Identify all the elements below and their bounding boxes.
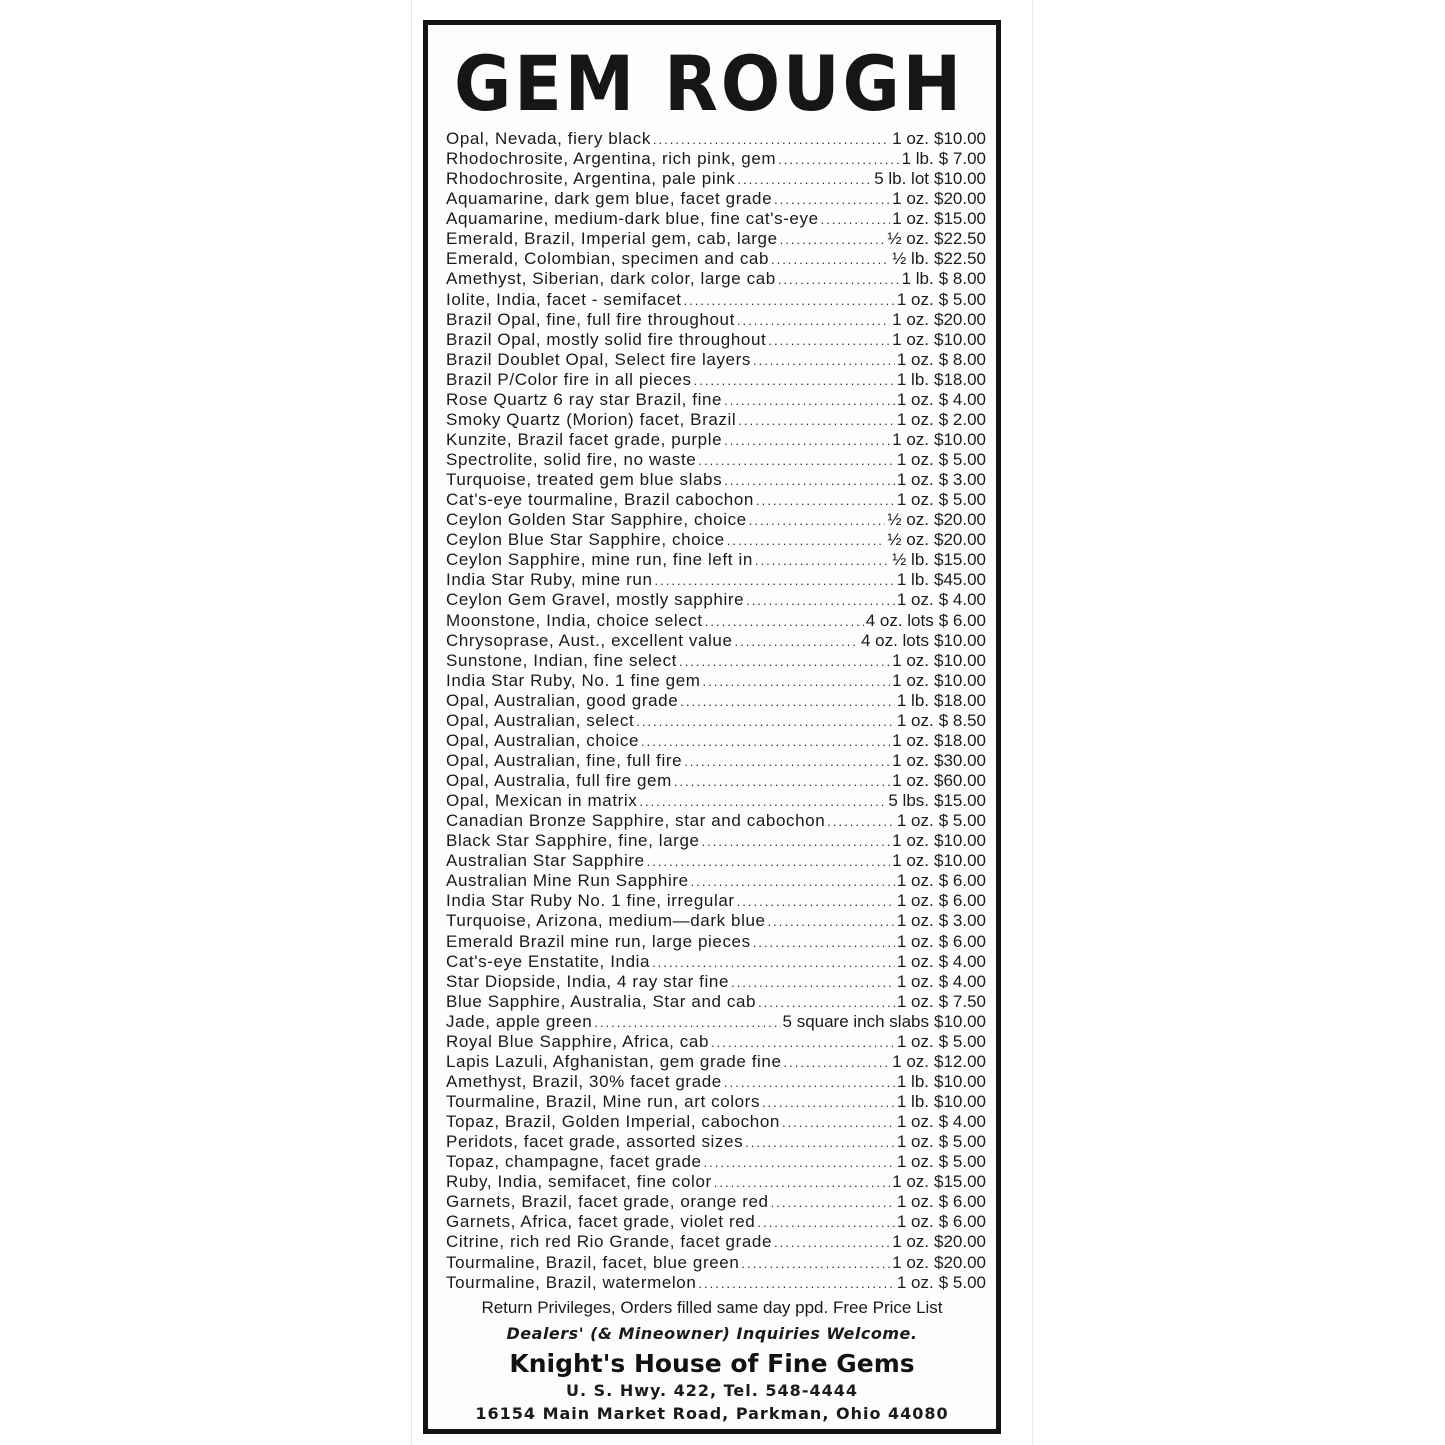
item-quantity: 1 oz.	[896, 450, 934, 469]
item-name: Australian Mine Run Sapphire	[446, 871, 689, 891]
dot-leader	[724, 471, 895, 490]
dot-leader	[768, 331, 890, 350]
dot-leader	[702, 832, 891, 851]
item-price: $ 4.00	[938, 1112, 986, 1132]
dot-leader	[784, 1053, 891, 1072]
item-name: Opal, Australian, choice	[446, 730, 639, 750]
item-price: $ 8.50	[938, 710, 986, 730]
item-quantity: 1 oz.	[896, 1112, 934, 1132]
item-quantity: 1 oz.	[896, 470, 934, 490]
item-quantity: 1 oz.	[896, 289, 934, 309]
item-quantity: ½ oz.	[887, 530, 929, 550]
item-quantity: 1 lb.	[896, 690, 929, 710]
price-list-item	[446, 1192, 986, 1212]
item-price: $10.00	[934, 650, 986, 670]
item-quantity: 1 oz.	[892, 650, 929, 670]
item-quantity: 1 lb.	[901, 269, 934, 289]
item-quantity: 1 lb.	[896, 570, 929, 590]
item-quantity: 5 lb. lot	[874, 169, 929, 189]
item-price: $ 5.00	[938, 1152, 986, 1172]
address-line-2: 16154 Main Market Road, Parkman, Ohio 44080	[475, 1404, 949, 1423]
price-list-item	[446, 992, 986, 1012]
price-list-item	[446, 1032, 986, 1052]
item-name: Turquoise, Arizona, medium—dark blue	[446, 911, 766, 931]
dot-leader	[684, 291, 895, 310]
price-list-item	[446, 129, 986, 149]
item-name: Garnets, Brazil, facet grade, orange red	[446, 1192, 769, 1212]
item-name: Turquoise, treated gem blue slabs	[446, 470, 723, 490]
item-quantity: 1 oz.	[896, 409, 934, 429]
item-price: $ 6.00	[938, 891, 986, 911]
price-list-item	[446, 470, 986, 490]
price-list-item	[446, 370, 986, 390]
dot-leader	[680, 692, 895, 711]
item-name: Brazil Opal, mostly solid fire throughout	[446, 329, 767, 349]
item-price: $10.00	[934, 670, 986, 690]
dot-leader	[778, 270, 900, 289]
item-price: $ 5.00	[938, 490, 986, 510]
item-price: $ 6.00	[938, 871, 986, 891]
price-list-item	[446, 751, 986, 771]
dot-leader	[731, 973, 895, 992]
item-price: $ 4.00	[938, 389, 986, 409]
dot-leader	[674, 772, 890, 791]
dot-leader	[724, 1073, 895, 1092]
dot-leader	[655, 571, 895, 590]
item-price: $ 3.00	[938, 470, 986, 490]
item-quantity: 1 lb.	[901, 149, 934, 169]
price-list-item	[446, 611, 986, 631]
price-list-item	[446, 891, 986, 911]
dot-leader	[762, 1093, 895, 1112]
business-name: Knight's House of Fine Gems	[509, 1349, 915, 1378]
price-list-item	[446, 149, 986, 169]
item-price: $30.00	[934, 750, 986, 770]
price-list-item	[446, 1273, 986, 1293]
item-price: $20.00	[934, 530, 986, 550]
price-list-item	[446, 1112, 986, 1132]
dot-leader	[636, 712, 895, 731]
item-name: India Star Ruby No. 1 fine, irregular	[446, 891, 735, 911]
item-quantity: 1 lb.	[896, 1092, 929, 1111]
item-quantity: 1 oz.	[892, 1232, 929, 1252]
item-quantity: 1 oz.	[892, 129, 929, 148]
item-quantity: 1 lb.	[896, 1071, 929, 1091]
price-list-item	[446, 269, 986, 289]
dot-leader	[757, 1213, 895, 1232]
item-quantity: 5 lbs.	[888, 791, 929, 811]
dot-leader	[647, 852, 890, 871]
dot-leader	[727, 531, 886, 550]
dot-leader	[714, 1173, 890, 1192]
item-quantity: 1 oz.	[896, 931, 934, 951]
item-price: $22.50	[934, 249, 986, 269]
dot-leader	[755, 551, 890, 570]
item-name: Brazil Doublet Opal, Select fire layers	[446, 349, 751, 369]
price-list-item	[446, 831, 986, 851]
dot-leader	[724, 391, 895, 410]
price-list-item	[446, 671, 986, 691]
item-quantity: 1 oz.	[892, 189, 929, 209]
item-price: $10.00	[934, 329, 986, 349]
dot-leader	[821, 210, 890, 229]
item-name: Smoky Quartz (Morion) facet, Brazil	[446, 409, 737, 429]
item-name: Iolite, India, facet - semifacet	[446, 289, 682, 309]
price-list-item	[446, 330, 986, 350]
price-list-item	[446, 249, 986, 269]
item-price: $ 4.00	[938, 971, 986, 991]
item-name: India Star Ruby, mine run	[446, 570, 653, 590]
item-quantity: 1 oz.	[892, 1051, 929, 1071]
item-price: $20.00	[934, 1252, 986, 1272]
item-quantity: 1 oz.	[896, 1272, 934, 1292]
inquiries-text: Dealers' (& Mineowner) Inquiries Welcome.	[506, 1324, 918, 1343]
dot-leader	[684, 752, 890, 771]
dot-leader	[774, 1233, 890, 1252]
item-name: Star Diopside, India, 4 ray star fine	[446, 971, 729, 991]
price-list-item	[446, 350, 986, 370]
item-name: Rhodochrosite, Argentina, rich pink, gem	[446, 149, 777, 169]
item-quantity: 4 oz. lots	[865, 610, 934, 630]
price-list-item	[446, 771, 986, 791]
price-list	[446, 129, 986, 1293]
item-quantity: 1 oz.	[896, 811, 934, 831]
dot-leader	[758, 993, 895, 1012]
price-list-item	[446, 731, 986, 751]
item-name: Emerald, Colombian, specimen and cab	[446, 249, 770, 269]
item-quantity: 1 oz.	[896, 1152, 934, 1172]
item-name: Rhodochrosite, Argentina, pale pink	[446, 169, 736, 189]
item-name: Aquamarine, dark gem blue, facet grade	[446, 189, 773, 209]
item-price: $10.00	[934, 1011, 986, 1031]
item-name: Tourmaline, Brazil, Mine run, art colors	[446, 1092, 761, 1111]
item-quantity: 1 oz.	[896, 389, 934, 409]
item-price: $20.00	[934, 309, 986, 329]
item-name: Aquamarine, medium-dark blue, fine cat's-eye	[446, 209, 819, 229]
price-list-item	[446, 1072, 986, 1092]
dot-leader	[780, 230, 886, 249]
item-name: Opal, Nevada, fiery black	[446, 129, 651, 148]
item-name: Ceylon Sapphire, mine run, fine left in	[446, 550, 753, 570]
price-list-item	[446, 811, 986, 831]
dot-leader	[711, 1033, 895, 1052]
item-name: Australian Star Sapphire	[446, 851, 645, 871]
item-name: Opal, Australian, select	[446, 710, 635, 730]
item-price: $ 6.00	[938, 931, 986, 951]
item-quantity: 1 lb.	[896, 369, 929, 389]
dot-leader	[827, 812, 895, 831]
item-quantity: 1 oz.	[892, 1172, 929, 1192]
price-list-item	[446, 1092, 986, 1112]
price-list-item	[446, 691, 986, 711]
price-list-item	[446, 1152, 986, 1172]
price-list-item	[446, 209, 986, 229]
item-name: Topaz, Brazil, Golden Imperial, cabochon	[446, 1112, 780, 1132]
item-price: $ 6.00	[938, 1212, 986, 1232]
item-price: $45.00	[934, 570, 986, 590]
policy-text: Return Privileges, Orders filled same day ppd. Free Price List	[481, 1298, 943, 1317]
item-name: Canadian Bronze Sapphire, star and cabochon	[446, 811, 826, 831]
dot-leader	[694, 371, 895, 390]
dot-leader	[782, 1113, 895, 1132]
item-price: $ 4.00	[938, 590, 986, 610]
item-name: Garnets, Africa, facet grade, violet red	[446, 1212, 756, 1232]
dot-leader	[741, 1254, 890, 1273]
price-list-item	[446, 1232, 986, 1252]
price-list-item	[446, 590, 986, 610]
item-name: Tourmaline, Brazil, facet, blue green	[446, 1252, 740, 1272]
price-list-item	[446, 1212, 986, 1232]
dot-leader	[756, 491, 895, 510]
item-quantity: ½ lb.	[892, 249, 929, 269]
item-quantity: ½ oz.	[887, 510, 929, 530]
item-price: $10.00	[934, 831, 986, 851]
advertisement-frame	[423, 20, 1001, 1434]
item-name: Citrine, rich red Rio Grande, facet grade	[446, 1232, 773, 1252]
item-price: $15.00	[934, 550, 986, 570]
dot-leader	[745, 1133, 895, 1152]
item-price: $15.00	[934, 1172, 986, 1192]
dot-leader	[639, 792, 886, 811]
item-quantity: 4 oz. lots	[860, 630, 929, 650]
item-name: Opal, Mexican in matrix	[446, 791, 638, 811]
price-list-item	[446, 1172, 986, 1192]
item-name: Amethyst, Brazil, 30% facet grade	[446, 1071, 722, 1091]
item-quantity: 1 oz.	[892, 851, 929, 871]
price-list-item	[446, 791, 986, 811]
price-list-item	[446, 1012, 986, 1032]
dot-leader	[691, 872, 895, 891]
item-name: Opal, Australian, good grade	[446, 690, 679, 710]
item-quantity: 1 oz.	[896, 1212, 934, 1232]
item-quantity: 1 oz.	[892, 309, 929, 329]
price-list-item	[446, 430, 986, 450]
dot-leader	[746, 591, 895, 610]
item-quantity: 1 oz.	[892, 209, 929, 229]
item-price: $ 6.00	[938, 610, 986, 630]
item-price: $20.00	[934, 1232, 986, 1252]
price-list-item	[446, 169, 986, 189]
price-list-item	[446, 1052, 986, 1072]
item-quantity: 1 oz.	[892, 670, 929, 690]
price-list-item	[446, 310, 986, 330]
item-name: Emerald Brazil mine run, large pieces	[446, 931, 751, 951]
price-list-item	[446, 490, 986, 510]
dot-leader	[778, 150, 899, 169]
price-list-item	[446, 189, 986, 209]
item-quantity: 1 oz.	[892, 329, 929, 349]
item-price: $15.00	[934, 209, 986, 229]
dot-leader	[771, 1193, 895, 1212]
item-quantity: 1 oz.	[892, 831, 929, 851]
item-quantity: 1 oz.	[896, 991, 934, 1011]
item-price: $ 5.00	[938, 1031, 986, 1051]
item-name: Brazil Opal, fine, full fire throughout	[446, 309, 735, 329]
dot-leader	[679, 652, 890, 671]
item-name: Topaz, champagne, facet grade	[446, 1152, 702, 1172]
dot-leader	[641, 732, 890, 751]
price-list-item	[446, 530, 986, 550]
dot-leader	[753, 351, 895, 370]
item-price: $18.00	[934, 730, 986, 750]
dot-leader	[704, 1153, 895, 1172]
item-price: $20.00	[934, 189, 986, 209]
item-quantity: ½ lb.	[892, 550, 929, 570]
dot-leader	[724, 431, 890, 450]
item-name: Ruby, India, semifacet, fine color	[446, 1172, 712, 1192]
item-quantity: 1 oz.	[896, 1132, 934, 1152]
item-quantity: ½ oz.	[887, 229, 929, 249]
item-price: $10.00	[934, 1071, 986, 1091]
item-quantity: 1 oz.	[896, 710, 934, 730]
dot-leader	[749, 511, 886, 530]
item-quantity: 1 oz.	[896, 891, 934, 911]
item-price: $ 5.00	[938, 811, 986, 831]
item-name: Rose Quartz 6 ray star Brazil, fine	[446, 389, 723, 409]
item-quantity: 1 oz.	[892, 429, 929, 449]
address-line-1: U. S. Hwy. 422, Tel. 548-4444	[566, 1381, 858, 1400]
item-name: Sunstone, Indian, fine select	[446, 650, 677, 670]
item-price: $10.00	[934, 630, 986, 650]
item-quantity: 1 oz.	[896, 1192, 934, 1212]
price-list-item	[446, 932, 986, 952]
dot-leader	[753, 933, 895, 952]
price-list-item	[446, 450, 986, 470]
dot-leader	[771, 250, 890, 269]
price-list-item	[446, 510, 986, 530]
price-list-item	[446, 390, 986, 410]
item-price: $10.00	[934, 129, 986, 148]
item-price: $15.00	[934, 791, 986, 811]
price-list-item	[446, 1253, 986, 1273]
item-price: $12.00	[934, 1051, 986, 1071]
item-name: Spectrolite, solid fire, no waste	[446, 450, 697, 469]
dot-leader	[705, 612, 864, 631]
item-name: Moonstone, India, choice select	[446, 610, 703, 630]
item-quantity: 1 oz.	[896, 590, 934, 610]
item-quantity: 1 oz.	[896, 1031, 934, 1051]
item-price: $20.00	[934, 510, 986, 530]
item-name: Ceylon Golden Star Sapphire, choice	[446, 510, 747, 530]
item-price: $ 5.00	[938, 289, 986, 309]
dot-leader	[703, 672, 891, 691]
item-quantity: 1 oz.	[896, 971, 934, 991]
item-price: $10.00	[934, 429, 986, 449]
item-quantity: 1 oz.	[896, 911, 934, 931]
item-quantity: 1 oz.	[896, 490, 934, 510]
item-price: $ 6.00	[938, 1192, 986, 1212]
price-list-item	[446, 911, 986, 931]
dot-leader	[594, 1013, 780, 1032]
item-price: $ 7.50	[938, 991, 986, 1011]
item-name: Opal, Australian, fine, full fire	[446, 750, 683, 770]
item-price: $18.00	[934, 369, 986, 389]
item-price: $ 3.00	[938, 911, 986, 931]
item-price: $22.50	[934, 229, 986, 249]
item-quantity: 1 oz.	[896, 871, 934, 891]
price-list-item	[446, 851, 986, 871]
dot-leader	[698, 451, 895, 470]
item-quantity: 5 square inch slabs	[782, 1011, 929, 1031]
dot-leader	[698, 1274, 894, 1293]
item-name: Brazil P/Color fire in all pieces	[446, 369, 692, 389]
item-price: $60.00	[934, 771, 986, 790]
item-price: $18.00	[934, 690, 986, 710]
item-price: $ 8.00	[938, 269, 986, 289]
item-quantity: 1 oz.	[892, 771, 929, 790]
item-name: Ceylon Blue Star Sapphire, choice	[446, 530, 725, 550]
item-quantity: 1 oz.	[892, 1252, 929, 1272]
item-price: $ 4.00	[938, 951, 986, 971]
ad-title: GEM ROUGH	[454, 39, 964, 128]
item-price: $10.00	[934, 1092, 986, 1111]
price-list-item	[446, 229, 986, 249]
item-name: Emerald, Brazil, Imperial gem, cab, large	[446, 229, 778, 249]
price-list-item	[446, 410, 986, 430]
item-name: Ceylon Gem Gravel, mostly sapphire	[446, 590, 745, 610]
dot-leader	[737, 311, 890, 330]
item-name: Black Star Sapphire, fine, large	[446, 831, 700, 851]
dot-leader	[768, 912, 895, 931]
item-price: $10.00	[934, 169, 986, 189]
price-list-item	[446, 952, 986, 972]
item-quantity: 1 oz.	[896, 349, 934, 369]
price-list-item	[446, 1132, 986, 1152]
item-price: $10.00	[934, 851, 986, 871]
item-name: Chrysoprase, Aust., excellent value	[446, 630, 733, 650]
item-quantity: 1 oz.	[892, 750, 929, 770]
item-name: India Star Ruby, No. 1 fine gem	[446, 670, 701, 690]
item-name: Blue Sapphire, Australia, Star and cab	[446, 991, 757, 1011]
item-quantity: 1 oz.	[892, 730, 929, 750]
price-list-item	[446, 550, 986, 570]
item-name: Cat's-eye tourmaline, Brazil cabochon	[446, 490, 754, 510]
price-list-item	[446, 972, 986, 992]
dot-leader	[774, 190, 890, 209]
dot-leader	[735, 632, 859, 651]
item-price: $ 2.00	[938, 409, 986, 429]
price-list-item	[446, 570, 986, 590]
item-name: Cat's-eye Enstatite, India	[446, 951, 651, 971]
item-name: Opal, Australia, full fire gem	[446, 771, 672, 790]
item-price: $ 5.00	[938, 1132, 986, 1152]
item-name: Royal Blue Sapphire, Africa, cab	[446, 1031, 710, 1051]
item-price: $ 8.00	[938, 349, 986, 369]
dot-leader	[737, 170, 872, 189]
dot-leader	[738, 411, 895, 430]
item-name: Peridots, facet grade, assorted sizes	[446, 1132, 744, 1152]
item-price: $ 7.00	[938, 149, 986, 169]
item-name: Kunzite, Brazil facet grade, purple	[446, 429, 723, 449]
dot-leader	[653, 130, 890, 149]
price-list-item	[446, 631, 986, 651]
price-list-item	[446, 711, 986, 731]
item-price: $ 5.00	[938, 1272, 986, 1292]
item-price: $ 5.00	[938, 450, 986, 469]
price-list-item	[446, 290, 986, 310]
item-name: Tourmaline, Brazil, watermelon	[446, 1272, 697, 1292]
price-list-item	[446, 871, 986, 891]
item-name: Jade, apple green	[446, 1011, 593, 1031]
dot-leader	[652, 953, 895, 972]
item-name: Amethyst, Siberian, dark color, large cab	[446, 269, 776, 289]
price-list-item	[446, 651, 986, 671]
item-name: Lapis Lazuli, Afghanistan, gem grade fine	[446, 1051, 782, 1071]
item-quantity: 1 oz.	[896, 951, 934, 971]
dot-leader	[737, 892, 895, 911]
